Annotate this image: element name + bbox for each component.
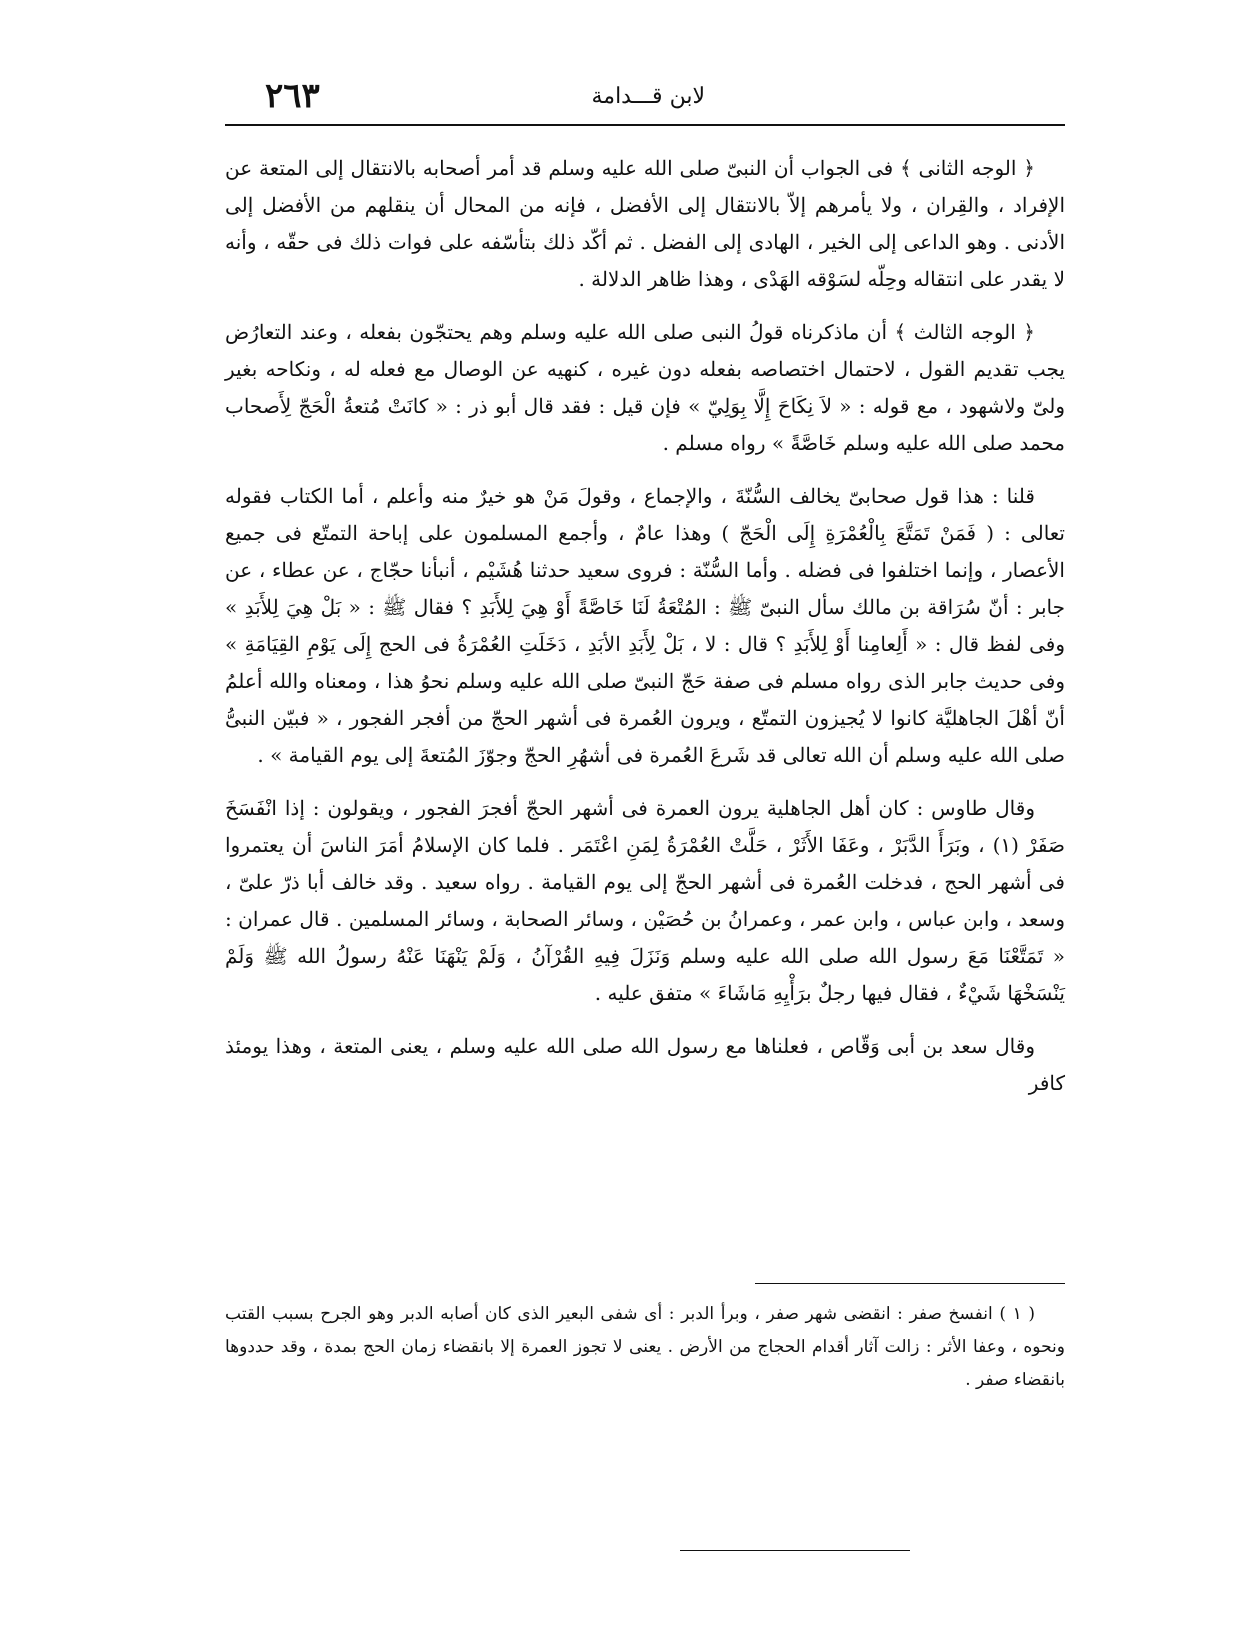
page-header — [225, 72, 1065, 122]
page-number: ٢٦٣ — [265, 76, 320, 116]
footnote: ( ١ ) انفسخ صفر : انقضى شهر صفر ، وبرأ الدبر : أى شفى البعير الذى كان أصابه الدبر وهو الجرح بسبب القتب ونحوه ، وعفا الأثر : زالت آثار أقدام الحجاج من الأرض . يعنى لا تجوز العمرة إلا بانقضاء زمان الحج بمدة ، وقد حددوها بانقضاء صفر . — [225, 1304, 1065, 1390]
footnote-separator — [755, 1283, 1065, 1284]
paragraph: قلنا : هذا قول صحابىّ يخالف السُّنّةَ ، والإجماع ، وقولَ مَنْ هو خيرٌ منه وأعلم ، أما الكتاب فقوله تعالى : ( فَمَنْ تَمَتَّعَ بِالْعُمْرَةِ إِلَى الْحَجّ ) وهذا عامٌ ، وأجمع المسلمون على إباحة التمتّع فى جميع الأعصار ، وإنما اختلفوا فى فضله . وأما السُّنّة : فروى سعيد حدثنا هُشَيْم ، أنبأنا حجّاج ، عن عطاء ، عن جابر : أنّ سُرَاقة بن مالك سأل النبىّ ﷺ : المُتْعَةُ لَنَا خَاصَّةً أَوْ هِيَ لِلأَبَدِ ؟ فقال ﷺ : « بَلْ هِيَ لِلأَبَدِ » وفى لفظ قال : « أَلِعامِنا أَوْ لِلأَبَدِ ؟ قال : لا ، بَلْ لِأَبَدِ الأبَدِ ، دَخَلَتِ العُمْرَةُ فى الحج إِلَى يَوْمِ القِيَامَةِ » وفى حديث جابر الذى رواه مسلم فى صفة حَجّ النبىّ صلى الله عليه وسلم نحوُ هذا ، ومعناه والله أعلمُ أنّ أهْلَ الجاهليَّة كانوا لا يُجيزون التمتّع ، ويرون العُمرة فى أشهر الحجّ من أفجر الفجور ، « فبيّن النبىُّ صلى الله عليه وسلم أن الله تعالى قد شَرعَ العُمرة فى أشهُرِ الحجّ وجوّزَ المُتعةَ إلى يوم القيامة » . — [225, 484, 1065, 767]
main-text — [225, 150, 1065, 1102]
paragraph: ﴿ الوجه الثانى ﴾ فى الجواب أن النبىّ صلى الله عليه وسلم قد أمر أصحابه بالانتقال إلى المتعة عن الإفراد ، والقِران ، ولا يأمرهم إلاّ بالانتقال إلى الأفضل ، فإنه من المحال أن ينقلهم من الأفضل إلى الأدنى . وهو الداعى إلى الخير ، الهادى إلى الفضل . ثم أكّد ذلك بتأسّفه على فوات ذلك فى حقّه ، وأنه لا يقدر على انتقاله وحِلّه لسَوْقه الهَدْى ، وهذا ظاهر الدلالة . — [225, 156, 1065, 291]
running-title: لابن قـــدامة — [591, 84, 705, 109]
bottom-rule — [680, 1550, 910, 1551]
paragraph: وقال سعد بن أبى وَقّاص ، فعلناها مع رسول الله صلى الله عليه وسلم ، يعنى المتعة ، وهذا يومئذ كافر — [225, 1034, 1065, 1095]
header-rule — [225, 124, 1065, 126]
paragraph: ﴿ الوجه الثالث ﴾ أن ماذكرناه قولُ النبى صلى الله عليه وسلم وهم يحتجّون بفعله ، وعند التعارُض يجب تقديم القول ، لاحتمال اختصاصه بفعله دون غيره ، كنهيه عن الوصال مع فعله له ، ونكاحه بغير ولىّ ولاشهود ، مع قوله : « لاَ نِكَاحَ إِلَّا بِوَلِيّ » فإن قيل : فقد قال أبو ذر : « كانَتْ مُتعةُ الْحَجّ لِأَصحاب محمد صلى الله عليه وسلم خَاصَّةً » رواه مسلم . — [225, 320, 1065, 455]
paragraph: وقال طاوس : كان أهل الجاهلية يرون العمرة فى أشهر الحجّ أفجرَ الفجور ، ويقولون : إذا انْفَسَخَ صَفَرْ (١) ، وبَرَأَ الدَّبَرْ ، وعَفَا الأَثَرْ ، حَلَّتْ العُمْرَةُ لِمَنِ اعْتَمَر . فلما كان الإسلامُ أمَرَ الناسَ أن يعتمروا فى أشهر الحج ، فدخلت العُمرة فى أشهر الحجّ إلى يوم القيامة . رواه سعيد . وقد خالف أبا ذرّ علىّ ، وسعد ، وابن عباس ، وابن عمر ، وعمرانُ بن حُصَيْن ، وسائر الصحابة ، وسائر المسلمين . قال عمران : « تَمَتَّعْنَا مَعَ رسول الله صلى الله عليه وسلم وَنَزَلَ فِيهِ القُرْآنُ ، وَلَمْ يَنْهَنَا عَنْهُ رسولُ الله ﷺ وَلَمْ يَنْسَخْهَا شَيْءٌ ، فقال فيها رجلٌ برَأْيِهِ مَاشَاءَ » متفق عليه . — [225, 796, 1066, 1005]
